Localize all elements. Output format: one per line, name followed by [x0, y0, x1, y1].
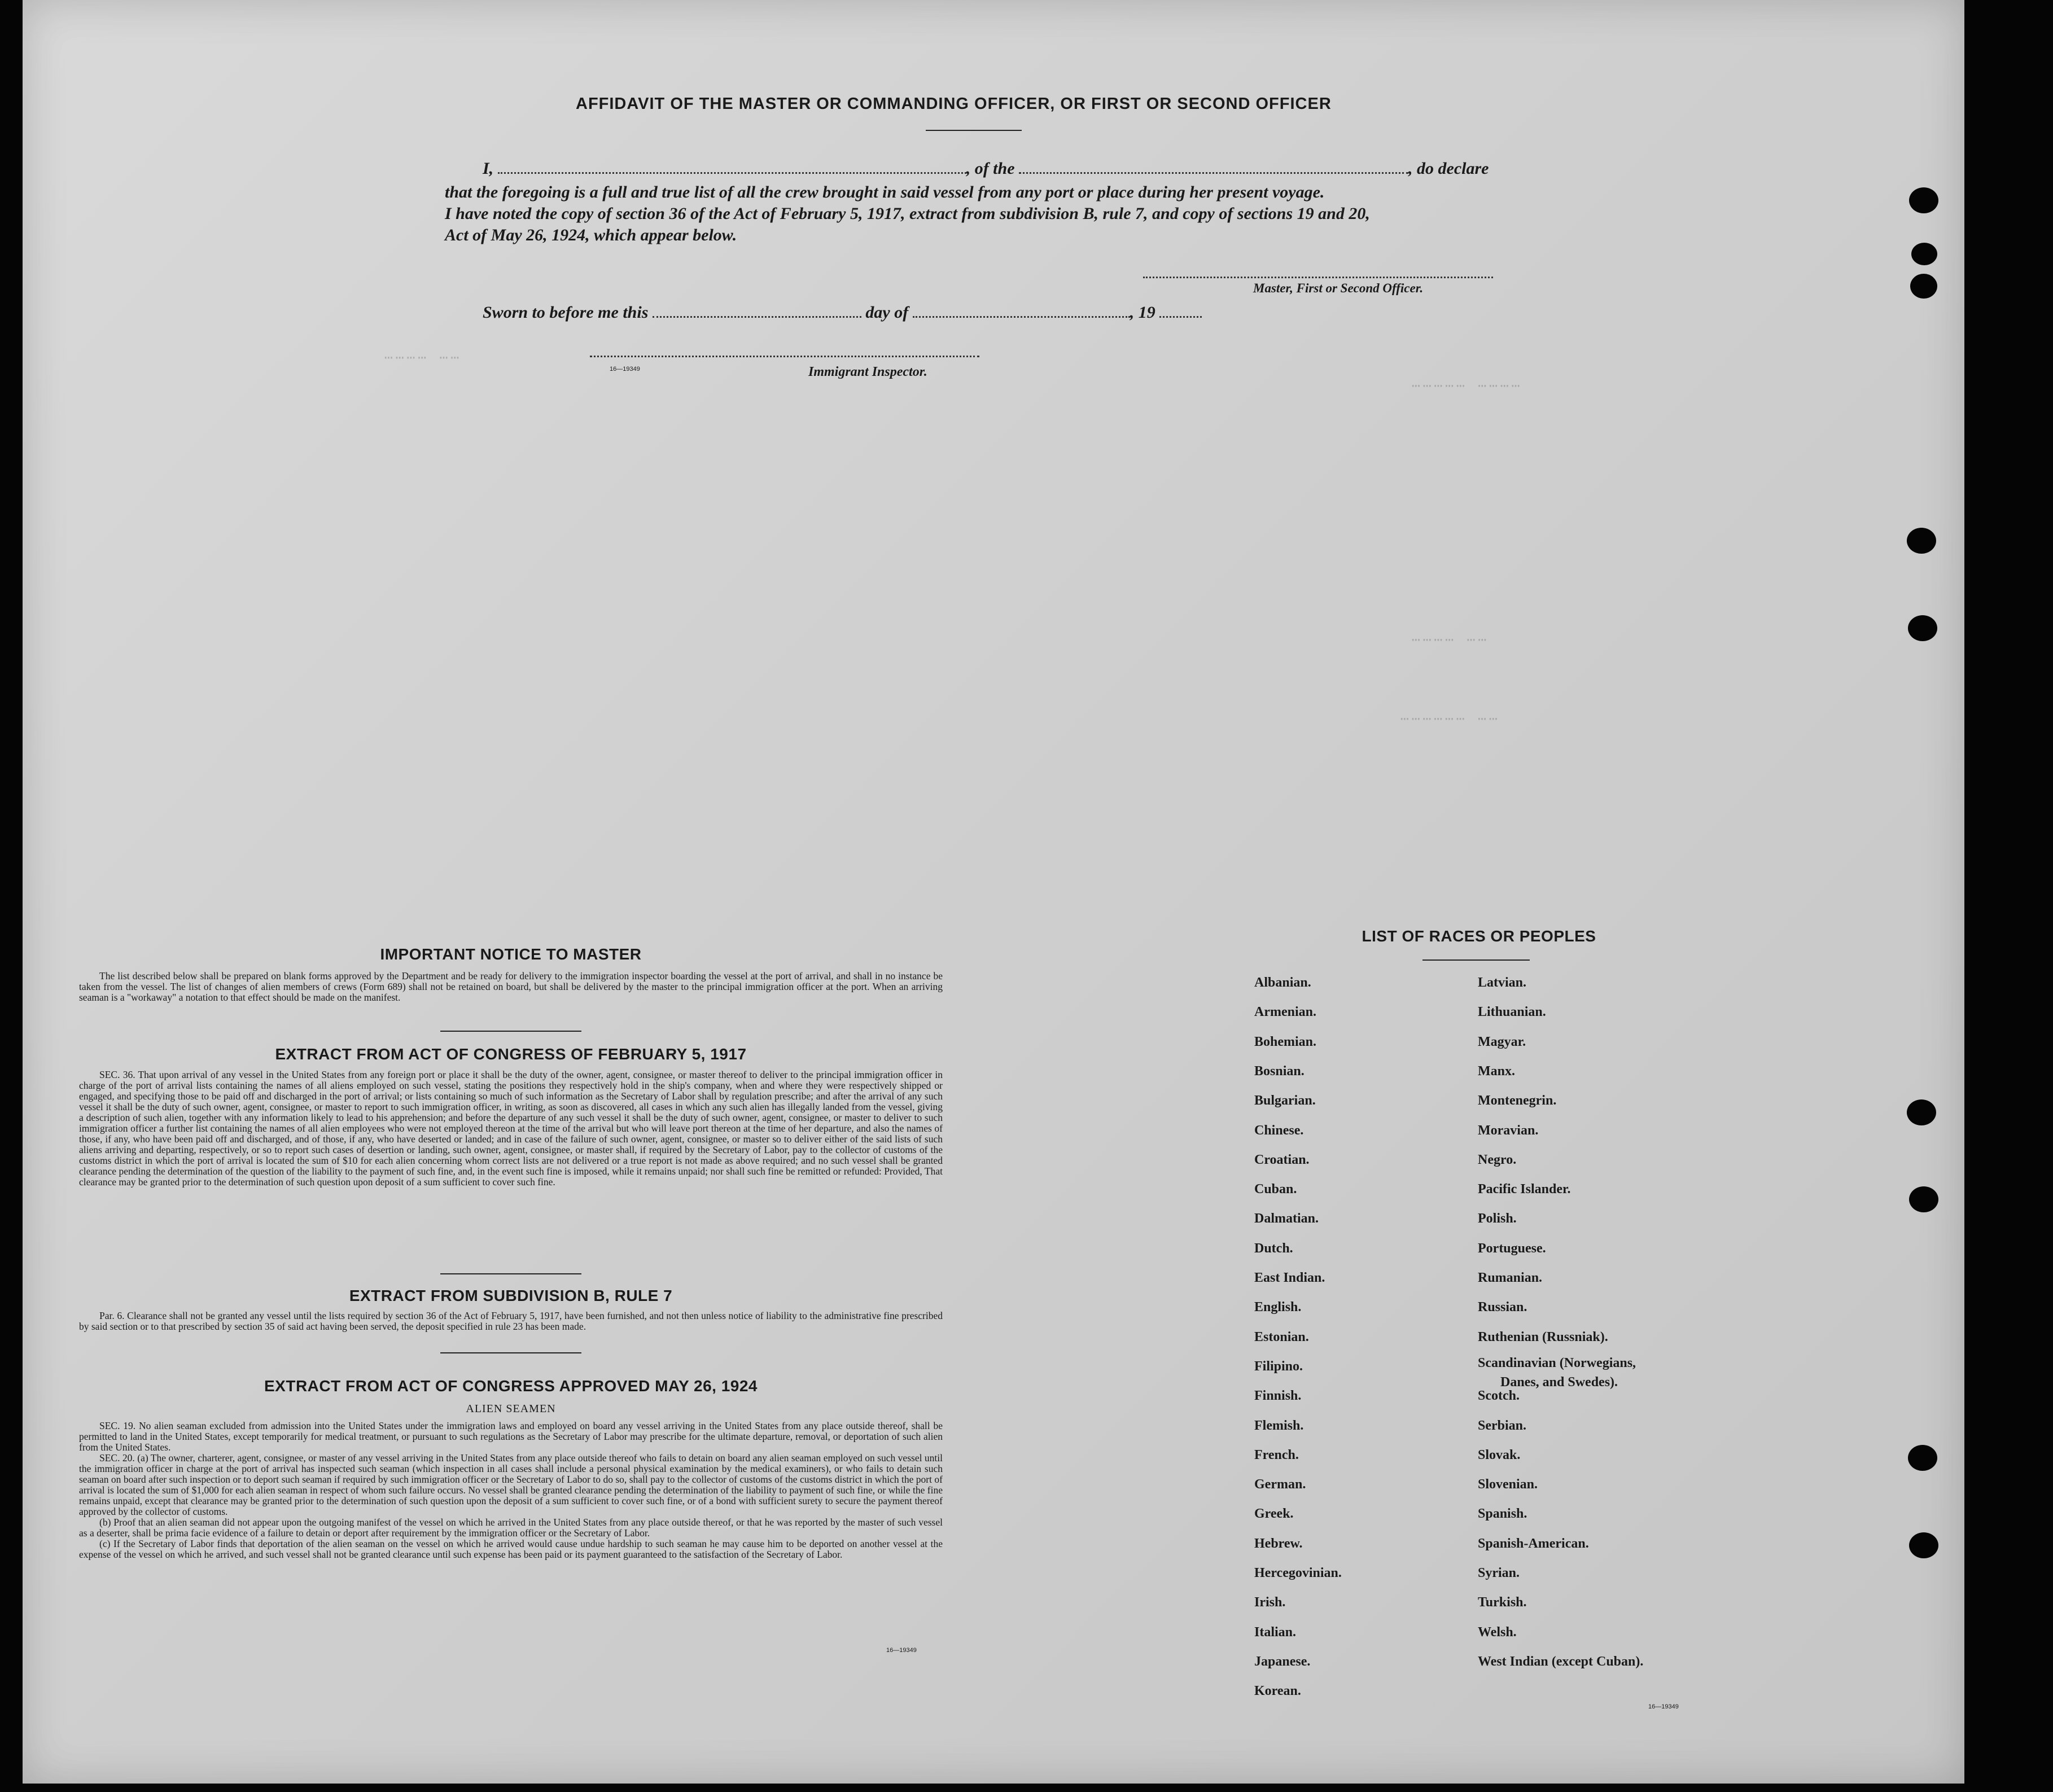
notice-paragraph: The list described below shall be prepared on blank forms approved by the Department and be ready for delivery to the immigration inspector boarding the vessel at the port of arrival, and shall in no instance be taken from the vessel. The list of changes of alien members of crews (Form 689) shall not be retained on board, but shall be delivered by the master to the principal immigration officer at the port. When an arriving seaman is a "workaway" a notation to that effect should be made on the manifest. [79, 970, 943, 1003]
race-item: Moravian. [1478, 1123, 1539, 1138]
section-20a-paragraph: SEC. 20. (a) The owner, charterer, agent, consignee, or master of any vessel arriving in the United States from any place outside thereof who fails to detain on board any alien seaman employed on such vessel until the immigration officer in charge at the port of arrival has inspected such seaman (which inspection in all cases shall include a personal physical examination by the medical examiners), or who fails to detain such seaman on board after such inspection or to deport such seaman if required by such immigration officer or the Secretary of Labor to do so, shall pay to the collector of customs of the customs district in which the port of arrival is located the sum of $1,000 for each alien seaman in respect of whom such failure occurs. No vessel shall be granted clearance pending the determination of the liability to payment of such fine, or while the fine remains unpaid, except that clearance may be granted prior to the determination of such question upon the deposit of a sum sufficient to cover such fine, or of a bond with sufficient surety to secure the payment thereof approved by the collector of customs. [79, 1452, 943, 1517]
label-of-the: , of the [966, 159, 1015, 178]
sworn-month-blank[interactable] [913, 304, 1130, 318]
section-20c-paragraph: (c) If the Secretary of Labor finds that deportation of the alien seaman on the vessel on which he arrived would cause undue hardship to such seaman he may cause him to be deported on another vessel at the expense of the vessel on which he arrived, and such vessel shall not be granted clearance until such expense has been paid or its payment guaranteed to the satisfaction of the Secretary of Labor. [79, 1538, 943, 1560]
inspector-label: Immigrant Inspector. [808, 365, 927, 379]
punch-hole [1909, 187, 1938, 213]
label-day-of: day of [865, 303, 909, 322]
race-item: Ruthenian (Russniak). [1478, 1329, 1608, 1344]
bleed-through-2: ⵈⵈⵈⵈⵈ ⵈⵈⵈⵈ [1411, 379, 1522, 396]
race-item: Hercegovinian. [1254, 1566, 1342, 1580]
extract-1917-paragraph: SEC. 36. That upon arrival of any vessel in the United States from any foreign port or place it shall be the duty of the owner, agent, consignee, or master thereof to deliver to the principal immigration officer in charge of the port of arrival lists containing the names of all aliens employed on such vessel, stating the positions they respectively hold in the ship's company, when and where they were respectively shipped or engaged, and specifying those to be paid off and discharged in the port of arrival; or lists containing so much of such information as the Secretary of Labor shall by regulation prescribe; and after the arrival of any such vessel it shall be the duty of such owner, agent, consignee, or master to report to such immigration officer, in writing, as soon as discovered, all cases in which any such alien has illegally landed from the vessel, giving a description of such alien, together with any information likely to lead to his apprehension; and before the departure of any such vessel it shall be the duty of such owner, agent, consignee, or master to deliver to such immigration officer a further list containing the names of all alien employees who were not employed thereon at the time of the arrival but who will leave port thereon at the time of her departure, and also the names of those, if any, who have been paid off and discharged, and of those, if any, who have deserted or landed; and in case of the failure of such owner, agent, consignee, or master so to deliver either of the said lists of such aliens arriving and departing, respectively, or so to report such cases of desertion or landing, such owner, agent, consignee, or master shall, if required by the Secretary of Labor, pay to the collector of customs of the customs district in which the port of arrival is located the sum of $10 for each alien concerning whom correct lists are not delivered or a true report is not made as above required; and no such vessel shall be granted clearance pending the determination of the question of the liability to the payment of such fine, and, in the event such fine is imposed, while it remains unpaid; nor shall such fine be remitted or refunded: Provided, That clearance may be granted prior to the determination of such question upon deposit of a sum sufficient to cover such fine. [79, 1069, 943, 1188]
punch-hole [1910, 274, 1937, 299]
extract-1924-title: EXTRACT FROM ACT OF CONGRESS APPROVED MAY 26, 1924 [264, 1377, 758, 1395]
race-item: Danes, and Swedes). [1500, 1374, 1618, 1390]
notice-text [79, 971, 943, 1003]
subdivision-b-divider [440, 1352, 581, 1353]
race-item: German. [1254, 1477, 1306, 1492]
label-do-declare: , do declare [1408, 159, 1489, 178]
punch-hole [1909, 1532, 1938, 1558]
race-item: Cuban. [1254, 1182, 1297, 1197]
race-item: Scotch. [1478, 1388, 1520, 1404]
sworn-day-blank[interactable] [653, 304, 861, 318]
races-title: LIST OF RACES OR PEOPLES [1362, 927, 1596, 945]
race-item: Polish. [1478, 1211, 1517, 1226]
sworn-line [483, 301, 1202, 325]
race-item: West Indian (except Cuban). [1478, 1654, 1644, 1669]
race-item: Slovak. [1478, 1447, 1521, 1462]
race-item: Welsh. [1478, 1624, 1517, 1640]
race-item: Serbian. [1478, 1418, 1527, 1433]
race-item: Negro. [1478, 1152, 1517, 1167]
subdivision-b-paragraph: Par. 6. Clearance shall not be granted any vessel until the lists required by section 36 of the Act of February 5, 1917, have been furnished, and not then unless notice of liability to the administrative fine prescribed by said section or to that prescribed by section 35 of said act having been served, the deposit specified in rule 23 has been made. [79, 1310, 943, 1332]
punch-hole [1909, 1186, 1938, 1212]
form-number-top: 16—19349 [610, 366, 640, 373]
race-item: Italian. [1254, 1624, 1297, 1640]
form-number-right: 16—19349 [1648, 1703, 1679, 1710]
race-item: Spanish. [1478, 1506, 1527, 1522]
race-item: Lithuanian. [1478, 1005, 1546, 1020]
notice-divider [440, 1031, 581, 1032]
declaration-line-1 [483, 157, 1555, 181]
race-item: Russian. [1478, 1300, 1527, 1315]
race-item: Finnish. [1254, 1388, 1302, 1404]
section-20b-paragraph: (b) Proof that an alien seaman did not appear upon the outgoing manifest of the vessel on which he arrived in the United States from any place outside thereof, or that he was reported by the master of such vessel as a deserter, shall be prima facie evidence of a failure to detain or deport after requirement by the immigration officer or the Secretary of Labor. [79, 1517, 943, 1539]
extract-1917-divider [440, 1273, 581, 1274]
race-item: Spanish-American. [1478, 1536, 1589, 1551]
extract-1917-title: EXTRACT FROM ACT OF CONGRESS OF FEBRUARY 5, 1917 [275, 1045, 747, 1063]
race-item: Manx. [1478, 1063, 1515, 1079]
race-item: Armenian. [1254, 1005, 1316, 1020]
document-page [23, 0, 1964, 1784]
race-item: Dalmatian. [1254, 1211, 1319, 1226]
race-item: Turkish. [1478, 1595, 1527, 1610]
race-item: Irish. [1254, 1595, 1286, 1610]
section-19-paragraph: SEC. 19. No alien seaman excluded from admission into the United States under the immigration laws and employed on board any vessel arriving in the United States from any place outside thereof, shall be permitted to land in the United States, except temporarily for medical treatment, or pursuant to such regulations as the Secretary of Labor may prescribe for the ultimate departure, removal, or deportation of such alien from the United States. [79, 1420, 943, 1453]
name-blank[interactable] [498, 160, 966, 174]
bleed-through-3: ⵈⵈⵈⵈ ⵈⵈ [1411, 633, 1489, 650]
race-item: Hebrew. [1254, 1536, 1303, 1551]
race-item: French. [1254, 1447, 1299, 1462]
vessel-blank[interactable] [1019, 160, 1408, 174]
subdivision-b-title: EXTRACT FROM SUBDIVISION B, RULE 7 [349, 1287, 673, 1304]
subdivision-b-text [79, 1311, 943, 1332]
punch-hole [1907, 1099, 1936, 1125]
races-title-underline [1422, 959, 1530, 961]
title-underline [926, 130, 1022, 131]
extract-1917-text [79, 1070, 943, 1188]
punch-hole [1907, 528, 1936, 554]
punch-hole [1908, 615, 1937, 641]
race-item: East Indian. [1254, 1270, 1325, 1285]
declaration-line-2: that the foregoing is a full and true list of all the crew brought in said vessel from any port or place during her present voyage. [445, 183, 1325, 201]
inspector-signature-line[interactable] [590, 356, 979, 357]
race-item: Filipino. [1254, 1359, 1303, 1374]
bleed-through-4: ⵈⵈⵈⵈⵈⵈ ⵈⵈ [1400, 712, 1500, 729]
punch-hole [1908, 1445, 1937, 1471]
race-item: Latvian. [1478, 975, 1527, 990]
race-item: Korean. [1254, 1684, 1301, 1699]
alien-seamen-subtitle: ALIEN SEAMEN [466, 1403, 556, 1415]
label-i: I, [483, 159, 494, 178]
notice-title: IMPORTANT NOTICE TO MASTER [380, 945, 642, 963]
race-item: Chinese. [1254, 1123, 1304, 1138]
label-year: , 19 [1130, 303, 1155, 322]
race-item: Bosnian. [1254, 1063, 1305, 1079]
race-item: Estonian. [1254, 1329, 1309, 1344]
sworn-year-blank[interactable] [1159, 304, 1202, 318]
race-item: Slovenian. [1478, 1477, 1538, 1492]
race-item: Rumanian. [1478, 1270, 1543, 1285]
race-item: Portuguese. [1478, 1241, 1546, 1256]
race-item: Flemish. [1254, 1418, 1304, 1433]
race-item: Dutch. [1254, 1241, 1293, 1256]
race-item: Montenegrin. [1478, 1093, 1557, 1109]
extract-1924-text [79, 1421, 943, 1560]
race-item: Greek. [1254, 1506, 1294, 1522]
declaration-line-4: Act of May 26, 1924, which appear below. [445, 226, 737, 244]
bleed-through-1: ⵈⵈⵈⵈ ⵈⵈ [384, 350, 462, 367]
race-item: Albanian. [1254, 975, 1311, 990]
race-item: Japanese. [1254, 1654, 1311, 1669]
race-item: Bulgarian. [1254, 1093, 1316, 1109]
race-item: Bohemian. [1254, 1034, 1317, 1049]
race-item: Pacific Islander. [1478, 1182, 1571, 1197]
race-item: Syrian. [1478, 1566, 1520, 1580]
affidavit-title: AFFIDAVIT OF THE MASTER OR COMMANDING OFFICER, OR FIRST OR SECOND OFFICER [576, 95, 1332, 113]
sworn-prefix: Sworn to before me this [483, 303, 649, 322]
race-item: Magyar. [1478, 1034, 1526, 1049]
punch-hole [1911, 243, 1937, 265]
declaration-line-3: I have noted the copy of section 36 of the Act of February 5, 1917, extract from subdivision B, rule 7, and copy of sections 19 and 20, [445, 204, 1370, 223]
race-item: Croatian. [1254, 1152, 1310, 1167]
race-item: English. [1254, 1300, 1302, 1315]
form-number-left: 16—19349 [886, 1647, 917, 1654]
race-item: Scandinavian (Norwegians, [1478, 1355, 1636, 1370]
master-label: Master, First or Second Officer. [1253, 281, 1424, 295]
